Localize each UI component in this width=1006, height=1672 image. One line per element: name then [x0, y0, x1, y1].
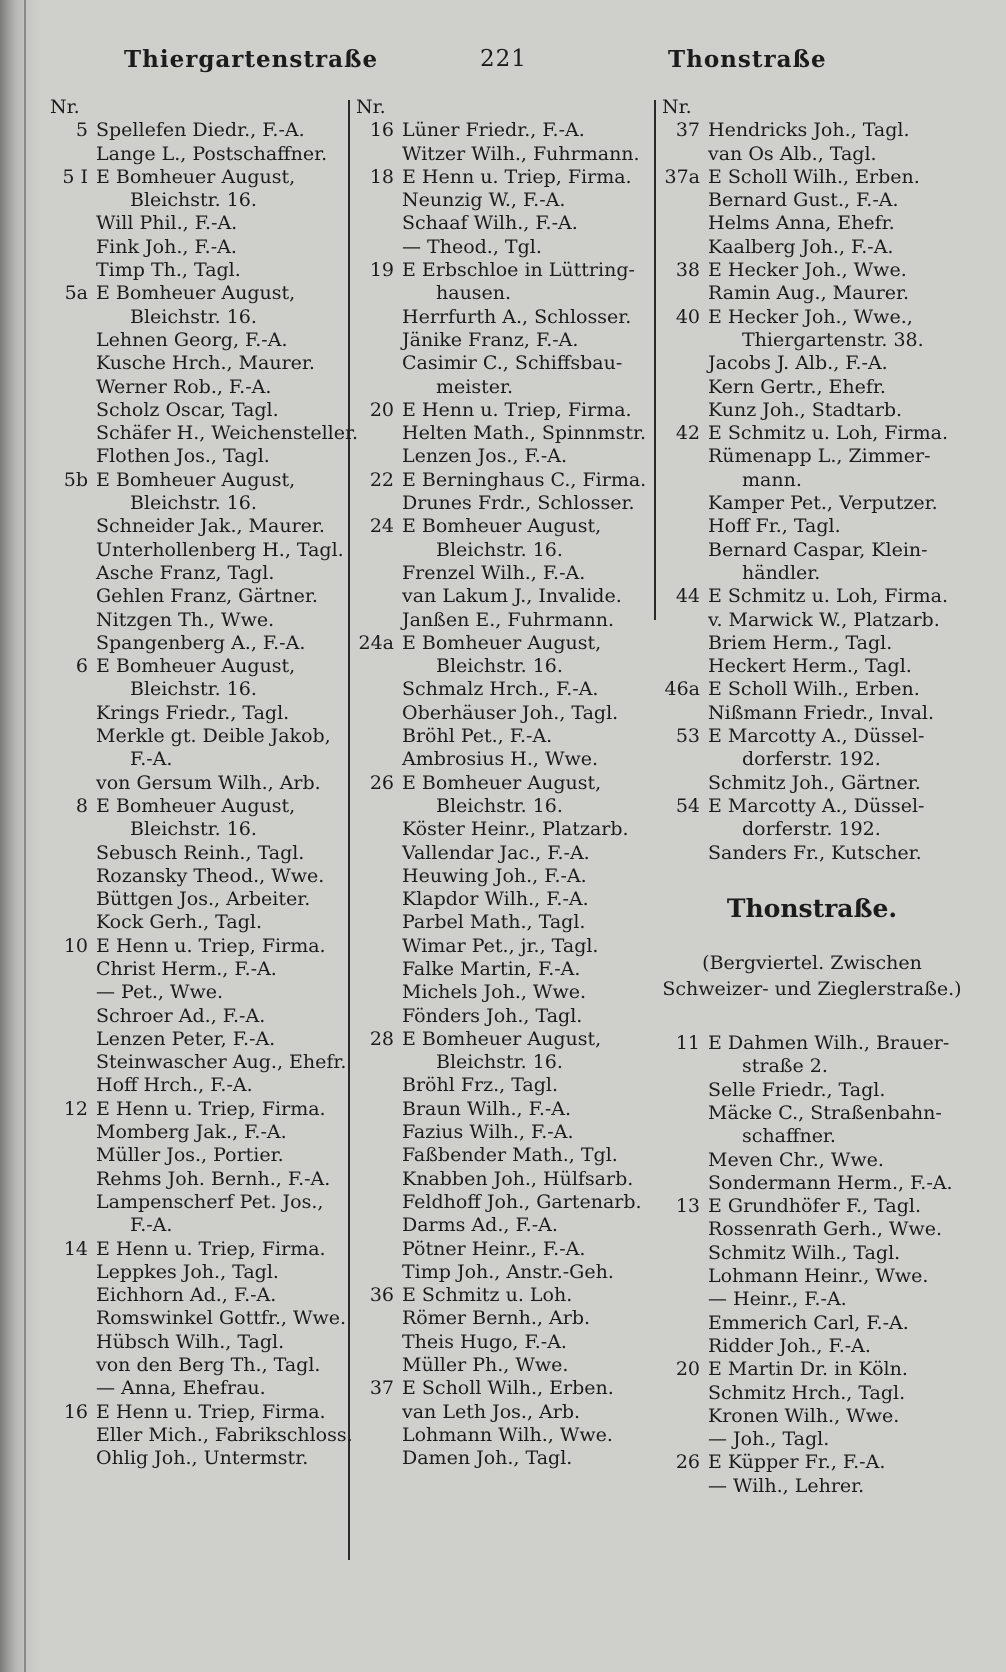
resident-line: Schaaf Wilh., F.-A.	[402, 212, 578, 235]
house-number: 5a	[64, 282, 88, 305]
resident-line: F.-A.	[130, 1214, 173, 1237]
house-owner-line	[356, 166, 646, 189]
house-owner-line	[356, 515, 646, 538]
resident-line: Scholz Oscar, Tagl.	[96, 398, 279, 421]
resident-line: v. Marwick W., Platzarb.	[708, 608, 940, 631]
column-number-label: Nr.	[50, 96, 80, 118]
owner-text: E Bomheuer August,	[96, 468, 296, 491]
owner-continuation: Bleichstr. 16.	[436, 655, 563, 678]
owner-text: Hendricks Joh., Tagl.	[708, 119, 910, 142]
house-number: 16	[63, 1400, 88, 1423]
house-entry	[50, 1400, 353, 1471]
resident-line: mann.	[742, 468, 802, 491]
house-number: 24	[369, 515, 394, 538]
resident-line: Hoff Hrch., F.-A.	[96, 1074, 253, 1097]
resident-line: Merkle gt. Deible Jakob,	[96, 725, 331, 748]
resident-line: Kamper Pet., Verputzer.	[708, 492, 938, 515]
owner-continuation: Bleichstr. 16.	[436, 794, 563, 817]
resident-line: Mäcke C., Straßenbahn-	[708, 1101, 942, 1124]
resident-line: Eller Mich., Fabrikschloss.	[96, 1423, 353, 1446]
house-owner-line	[50, 655, 340, 678]
column-rule-1	[348, 100, 350, 1560]
header-right-street: Thonstraße	[668, 46, 827, 73]
resident-line: Helten Math., Spinnmstr.	[402, 422, 646, 445]
resident-line: Schäfer H., Weichensteller.	[96, 422, 359, 445]
house-entry	[662, 1032, 962, 1195]
resident-line: Müller Jos., Portier.	[96, 1144, 284, 1167]
resident-line: Ambrosius H., Wwe.	[402, 748, 599, 771]
house-owner-line	[356, 1284, 646, 1307]
owner-text: E Bomheuer August,	[402, 1027, 602, 1050]
owner-text: E Bomheuer August,	[402, 631, 602, 654]
column-3b-entries	[662, 1032, 962, 1498]
house-number: 11	[675, 1032, 700, 1055]
resident-line: händler.	[742, 561, 821, 584]
resident-line: Unterhollenberg H., Tagl.	[96, 538, 344, 561]
section-subtitle-line-2: Schweizer- und Zieglerstraße.)	[662, 978, 962, 1001]
house-entry	[662, 1358, 962, 1451]
owner-continuation: Bleichstr. 16.	[436, 538, 563, 561]
resident-line: Damen Joh., Tagl.	[402, 1447, 573, 1470]
resident-line: Faßbender Math., Tgl.	[402, 1144, 618, 1167]
owner-text: E Schmitz u. Loh.	[402, 1284, 573, 1307]
house-number: 5 I	[62, 165, 88, 188]
resident-line: Rossenrath Gerh., Wwe.	[708, 1218, 942, 1241]
owner-continuation: Bleichstr. 16.	[130, 189, 257, 212]
resident-line: Rozansky Theod., Wwe.	[96, 864, 325, 887]
resident-line: Lange L., Postschaffner.	[96, 142, 328, 165]
house-entry	[662, 1195, 962, 1358]
house-owner-line	[50, 119, 340, 142]
resident-line: meister.	[436, 375, 514, 398]
house-entry	[662, 725, 962, 795]
column-rule-2	[654, 100, 656, 620]
owner-continuation: dorferstr. 192.	[742, 748, 881, 771]
resident-line: Schroer Ad., F.-A.	[96, 1004, 266, 1027]
owner-text: E Hecker Joh., Wwe.,	[708, 305, 913, 328]
resident-line: Krings Friedr., Tagl.	[96, 701, 290, 724]
house-number: 14	[63, 1237, 88, 1260]
house-entry	[662, 259, 962, 306]
section-subtitle	[662, 950, 962, 1002]
house-number: 10	[63, 934, 88, 957]
house-number: 36	[369, 1284, 394, 1307]
resident-line: Selle Friedr., Tagl.	[708, 1078, 886, 1101]
resident-line: Briem Herm., Tagl.	[708, 631, 893, 654]
resident-line: Neunzig W., F.-A.	[402, 189, 566, 212]
resident-line: Schmitz Wilh., Tagl.	[708, 1241, 901, 1264]
house-owner-line	[356, 632, 646, 655]
house-entry	[50, 1237, 347, 1401]
house-owner-line	[50, 282, 340, 305]
resident-line: Rehms Joh. Bernh., F.-A.	[96, 1167, 331, 1190]
house-owner-line	[662, 119, 962, 142]
section-title: Thonstraße.	[726, 893, 898, 923]
resident-line: Asche Franz, Tagl.	[96, 561, 275, 584]
house-number: 20	[369, 398, 394, 421]
column-number-label: Nr.	[662, 96, 692, 118]
house-owner-line	[662, 422, 962, 445]
resident-line: Römer Bernh., Arb.	[402, 1307, 591, 1330]
house-owner-line	[662, 166, 962, 189]
house-entry	[50, 1098, 340, 1238]
resident-line: Schmalz Hrch., F.-A.	[402, 678, 599, 701]
resident-line: Kock Gerh., Tagl.	[96, 911, 262, 934]
house-number: 37	[675, 119, 700, 142]
owner-text: E Berninghaus C., Firma.	[402, 468, 647, 491]
owner-text: E Grundhöfer F., Tagl.	[708, 1195, 922, 1218]
house-number: 37a	[664, 165, 700, 188]
house-owner-line	[50, 935, 340, 958]
resident-line: von Gersum Wilh., Arb.	[96, 771, 321, 794]
house-number: 28	[369, 1027, 394, 1050]
house-owner-line	[50, 469, 340, 492]
house-owner-line	[356, 772, 646, 795]
resident-line: Ramin Aug., Maurer.	[708, 282, 910, 305]
house-number: 8	[75, 794, 88, 817]
resident-line: Fink Joh., F.-A.	[96, 235, 237, 258]
resident-line: Emmerich Carl, F.-A.	[708, 1311, 909, 1334]
house-entry	[356, 259, 646, 399]
house-entry	[50, 795, 340, 935]
column-3	[662, 96, 962, 1498]
house-entry	[356, 1377, 646, 1470]
resident-line: Schmitz Joh., Gärtner.	[708, 771, 921, 794]
house-number: 26	[675, 1451, 700, 1474]
resident-line: Flothen Jos., Tagl.	[96, 445, 270, 468]
owner-text: E Henn u. Triep, Firma.	[96, 1400, 326, 1423]
column-3-entries	[662, 119, 962, 865]
resident-line: Knabben Joh., Hülfsarb.	[402, 1167, 634, 1190]
binding-line	[24, 0, 26, 1672]
owner-text: E Erbschloe in Lüttring-	[402, 259, 635, 282]
house-number: 53	[675, 725, 700, 748]
resident-line: Lenzen Peter, F.-A.	[96, 1027, 276, 1050]
house-entry	[50, 119, 340, 166]
house-owner-line	[662, 678, 962, 701]
resident-line: Michels Joh., Wwe.	[402, 981, 587, 1004]
resident-line: Sebusch Reinh., Tagl.	[96, 841, 305, 864]
house-number: 42	[675, 422, 700, 445]
owner-continuation: Bleichstr. 16.	[130, 305, 257, 328]
owner-text: E Scholl Wilh., Erben.	[708, 165, 920, 188]
house-owner-line	[356, 1028, 646, 1051]
resident-line: Bröhl Frz., Tagl.	[402, 1074, 559, 1097]
resident-line: Will Phil., F.-A.	[96, 212, 238, 235]
owner-text: E Bomheuer August,	[96, 282, 296, 305]
owner-text: E Scholl Wilh., Erben.	[402, 1377, 614, 1400]
owner-continuation: straße 2.	[742, 1055, 828, 1078]
resident-line: Leppkes Joh., Tagl.	[96, 1260, 279, 1283]
resident-line: Kronen Wilh., Wwe.	[708, 1404, 900, 1427]
resident-line: Sanders Fr., Kutscher.	[708, 841, 922, 864]
owner-continuation: dorferstr. 192.	[742, 818, 881, 841]
book-spine-shadow	[0, 0, 40, 1672]
house-entry	[356, 469, 646, 516]
header-left-street: Thiergartenstraße	[124, 46, 379, 73]
owner-continuation: Bleichstr. 16.	[130, 678, 257, 701]
resident-line: Jacobs J. Alb., F.-A.	[708, 352, 888, 375]
owner-text: E Küpper Fr., F.-A.	[708, 1451, 886, 1474]
house-number: 5	[75, 119, 88, 142]
house-number: 24a	[358, 631, 394, 654]
house-number: 18	[369, 165, 394, 188]
resident-line: — Theod., Tgl.	[402, 235, 542, 258]
resident-line: Feldhoff Joh., Gartenarb.	[402, 1190, 642, 1213]
house-number: 20	[675, 1358, 700, 1381]
owner-text: E Martin Dr. in Köln.	[708, 1358, 908, 1381]
house-owner-line	[662, 725, 962, 748]
resident-line: Oberhäuser Joh., Tagl.	[402, 701, 619, 724]
resident-line: Timp Joh., Anstr.-Geh.	[402, 1260, 614, 1283]
house-entry	[356, 1284, 646, 1377]
house-entry	[662, 678, 962, 725]
owner-text: E Henn u. Triep, Firma.	[96, 1097, 326, 1120]
column-1	[50, 96, 359, 1471]
owner-text: E Marcotty A., Düssel-	[708, 725, 925, 748]
owner-text: E Hecker Joh., Wwe.	[708, 259, 907, 282]
resident-line: Hoff Fr., Tagl.	[708, 515, 841, 538]
column-2	[356, 96, 646, 1471]
owner-text: E Henn u. Triep, Firma.	[96, 934, 326, 957]
house-entry	[356, 166, 646, 259]
house-owner-line	[50, 1401, 340, 1424]
resident-line: Wimar Pet., jr., Tagl.	[402, 934, 599, 957]
owner-text: E Marcotty A., Düssel-	[708, 794, 925, 817]
resident-line: Meven Chr., Wwe.	[708, 1148, 884, 1171]
house-owner-line	[356, 119, 646, 142]
house-owner-line	[662, 795, 962, 818]
resident-line: Janßen E., Fuhrmann.	[402, 608, 614, 631]
resident-line: — Pet., Wwe.	[96, 981, 224, 1004]
house-entry	[662, 585, 962, 678]
resident-line: Bernard Caspar, Klein-	[708, 538, 928, 561]
resident-line: Ridder Joh., F.-A.	[708, 1334, 871, 1357]
owner-continuation: hausen.	[436, 282, 512, 305]
house-owner-line	[50, 795, 340, 818]
resident-line: Nitzgen Th., Wwe.	[96, 608, 275, 631]
house-entry	[50, 655, 340, 795]
resident-line: Müller Ph., Wwe.	[402, 1354, 569, 1377]
owner-text: E Henn u. Triep, Firma.	[402, 165, 632, 188]
house-number: 5b	[63, 468, 88, 491]
resident-line: Parbel Math., Tagl.	[402, 911, 586, 934]
resident-line: van Leth Jos., Arb.	[402, 1400, 581, 1423]
house-entry	[356, 515, 646, 631]
house-entry	[50, 934, 347, 1098]
resident-line: Heuwing Joh., F.-A.	[402, 864, 587, 887]
house-owner-line	[50, 1098, 340, 1121]
owner-continuation: Bleichstr. 16.	[130, 492, 257, 515]
resident-line: Christ Herm., F.-A.	[96, 957, 277, 980]
house-owner-line	[662, 1358, 962, 1381]
resident-line: Gehlen Franz, Gärtner.	[96, 585, 318, 608]
owner-text: E Henn u. Triep, Firma.	[402, 398, 632, 421]
resident-line: Spangenberg A., F.-A.	[96, 631, 306, 654]
resident-line: Büttgen Jos., Arbeiter.	[96, 888, 311, 911]
house-owner-line	[356, 469, 646, 492]
resident-line: von den Berg Th., Tagl.	[96, 1354, 321, 1377]
house-owner-line	[662, 259, 962, 282]
house-number: 6	[75, 655, 88, 678]
house-number: 44	[675, 585, 700, 608]
resident-line: Herrfurth A., Schlosser.	[402, 305, 632, 328]
house-entry	[662, 119, 962, 166]
house-owner-line	[356, 259, 646, 282]
resident-line: Kern Gertr., Ehefr.	[708, 375, 886, 398]
resident-line: Jänike Franz, F.-A.	[402, 328, 579, 351]
owner-continuation: Bleichstr. 16.	[436, 1051, 563, 1074]
house-entry	[356, 399, 646, 469]
owner-text: E Dahmen Wilh., Brauer-	[708, 1032, 950, 1055]
resident-line: Steinwascher Aug., Ehefr.	[96, 1051, 347, 1074]
resident-line: Lampenscherf Pet. Jos.,	[96, 1190, 324, 1213]
house-owner-line	[662, 585, 962, 608]
owner-text: E Schmitz u. Loh, Firma.	[708, 585, 948, 608]
resident-line: Darms Ad., F.-A.	[402, 1214, 558, 1237]
resident-line: Romswinkel Gottfr., Wwe.	[96, 1307, 347, 1330]
house-owner-line	[662, 1195, 962, 1218]
resident-line: Momberg Jak., F.-A.	[96, 1121, 287, 1144]
resident-line: Lehnen Georg, F.-A.	[96, 328, 288, 351]
owner-text: E Bomheuer August,	[402, 515, 602, 538]
house-owner-line	[50, 1238, 340, 1261]
resident-line: Schmitz Hrch., Tagl.	[708, 1381, 906, 1404]
house-number: 26	[369, 771, 394, 794]
owner-text: E Bomheuer August,	[96, 655, 296, 678]
owner-text: E Henn u. Triep, Firma.	[96, 1237, 326, 1260]
resident-line: schaffner.	[742, 1125, 836, 1148]
resident-line: Timp Th., Tagl.	[96, 259, 241, 282]
house-entry	[50, 282, 359, 468]
house-entry	[356, 1028, 646, 1284]
house-owner-line	[356, 399, 646, 422]
house-owner-line	[662, 1451, 962, 1474]
resident-line: Helms Anna, Ehefr.	[708, 212, 895, 235]
resident-line: Lohmann Wilh., Wwe.	[402, 1423, 613, 1446]
house-number: 16	[369, 119, 394, 142]
house-owner-line	[662, 306, 962, 329]
resident-line: Klapdor Wilh., F.-A.	[402, 888, 589, 911]
house-number: 12	[63, 1097, 88, 1120]
resident-line: Casimir C., Schiffsbau-	[402, 352, 623, 375]
resident-line: Eichhorn Ad., F.-A.	[96, 1284, 277, 1307]
house-owner-line	[50, 166, 340, 189]
owner-continuation: Thiergartenstr. 38.	[742, 328, 924, 351]
resident-line: van Os Alb., Tagl.	[708, 142, 877, 165]
house-entry	[662, 306, 962, 422]
house-entry	[662, 1451, 962, 1498]
resident-line: Witzer Wilh., Fuhrmann.	[402, 142, 640, 165]
resident-line: van Lakum J., Invalide.	[402, 585, 622, 608]
resident-line: Frenzel Wilh., F.-A.	[402, 561, 586, 584]
resident-line: — Joh., Tagl.	[708, 1428, 830, 1451]
owner-text: E Schmitz u. Loh, Firma.	[708, 422, 948, 445]
house-owner-line	[356, 1377, 646, 1400]
resident-line: Bernard Gust., F.-A.	[708, 189, 899, 212]
resident-line: Heckert Herm., Tagl.	[708, 655, 912, 678]
resident-line: Rümenapp L., Zimmer-	[708, 445, 931, 468]
owner-text: Spellefen Diedr., F.-A.	[96, 119, 305, 142]
resident-line: Falke Martin, F.-A.	[402, 957, 581, 980]
resident-line: F.-A.	[130, 748, 173, 771]
column-number-label: Nr.	[356, 96, 386, 118]
owner-text: E Bomheuer August,	[96, 794, 296, 817]
house-number: 54	[675, 794, 700, 817]
resident-line: Werner Rob., F.-A.	[96, 375, 272, 398]
house-entry	[356, 119, 646, 166]
house-number: 40	[675, 305, 700, 328]
resident-line: Drunes Frdr., Schlosser.	[402, 492, 635, 515]
resident-line: — Heinr., F.-A.	[708, 1288, 847, 1311]
resident-line: Köster Heinr., Platzarb.	[402, 818, 629, 841]
owner-continuation: Bleichstr. 16.	[130, 818, 257, 841]
resident-line: Lenzen Jos., F.-A.	[402, 445, 567, 468]
resident-line: Pötner Heinr., F.-A.	[402, 1237, 586, 1260]
resident-line: Theis Hugo, F.-A.	[402, 1330, 567, 1353]
house-entry	[50, 166, 340, 282]
resident-line: Kunz Joh., Stadtarb.	[708, 398, 903, 421]
owner-text: Lüner Friedr., F.-A.	[402, 119, 585, 142]
resident-line: Lohmann Heinr., Wwe.	[708, 1265, 929, 1288]
house-entry	[662, 795, 962, 865]
resident-line: Bröhl Pet., F.-A.	[402, 725, 553, 748]
house-number: 13	[675, 1195, 700, 1218]
house-entry	[662, 166, 962, 259]
house-entry	[356, 632, 646, 772]
house-number: 46a	[664, 678, 700, 701]
owner-text: E Bomheuer August,	[96, 165, 296, 188]
resident-line: Nißmann Friedr., Inval.	[708, 701, 935, 724]
house-number: 37	[369, 1377, 394, 1400]
resident-line: — Wilh., Lehrer.	[708, 1474, 865, 1497]
resident-line: Braun Wilh., F.-A.	[402, 1097, 572, 1120]
section-subtitle-line-1: (Bergviertel. Zwischen	[702, 952, 922, 975]
resident-line: Vallendar Jac., F.-A.	[402, 841, 590, 864]
resident-line: Schneider Jak., Maurer.	[96, 515, 325, 538]
resident-line: Kusche Hrch., Maurer.	[96, 352, 315, 375]
owner-text: E Scholl Wilh., Erben.	[708, 678, 920, 701]
house-owner-line	[662, 1032, 962, 1055]
resident-line: Fönders Joh., Tagl.	[402, 1004, 583, 1027]
owner-text: E Bomheuer August,	[402, 771, 602, 794]
house-number: 22	[369, 468, 394, 491]
house-entry	[50, 468, 344, 655]
resident-line: Fazius Wilh., F.-A.	[402, 1121, 574, 1144]
resident-line: Sondermann Herm., F.-A.	[708, 1171, 953, 1194]
resident-line: Hübsch Wilh., Tagl.	[96, 1330, 285, 1353]
house-entry	[356, 772, 646, 1028]
resident-line: Ohlig Joh., Untermstr.	[96, 1447, 309, 1470]
house-number: 19	[369, 259, 394, 282]
house-entry	[662, 422, 962, 585]
resident-line: — Anna, Ehefrau.	[96, 1377, 266, 1400]
page-header	[120, 46, 980, 86]
house-number: 38	[675, 259, 700, 282]
resident-line: Kaalberg Joh., F.-A.	[708, 235, 894, 258]
page-number: 221	[480, 46, 527, 72]
